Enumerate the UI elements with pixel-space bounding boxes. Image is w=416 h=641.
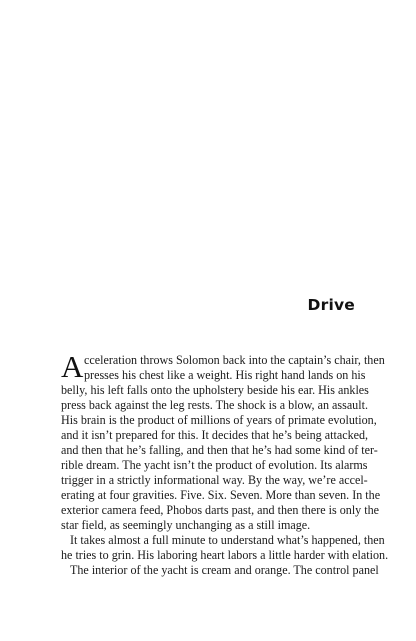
paragraph-line: press back against the leg rests. The shock is a blow, an assault. (61, 398, 368, 412)
paragraph-line: erating at four gravities. Five. Six. Seven. More than seven. In the (61, 488, 381, 502)
paragraph-line: belly, his left falls onto the upholstery beside his ear. His ankles (61, 383, 369, 397)
paragraph-line: trigger in a strictly informational way. By the way, we’re accel- (61, 473, 368, 487)
paragraph-line: and it isn’t prepared for this. It decides that he’s being attacked, (61, 428, 369, 442)
paragraph-line: and then that he’s falling, and then that he’s had some kind of ter- (61, 443, 378, 457)
paragraph-line: presses his chest like a weight. His right hand lands on his (84, 368, 366, 382)
paragraph-line: exterior camera feed, Phobos darts past, and then there is only the (61, 503, 380, 517)
line-text: cceleration throws Solomon back into the captain’s chair, then (84, 353, 385, 367)
chapter-body (61, 349, 389, 578)
paragraph-line: His brain is the product of millions of years of primate evolution, (61, 413, 377, 427)
paragraph-line: rible dream. The yacht isn’t the product of evolution. Its alarms (61, 458, 368, 472)
drop-cap: A (61, 349, 84, 384)
paragraph-line: star field, as seemingly unchanging as a still image. (61, 518, 311, 532)
paragraph-line: It takes almost a full minute to understand what’s happened, then (70, 533, 385, 547)
paragraph-line: he tries to grin. His laboring heart labors a little harder with elation. (61, 548, 389, 562)
chapter-title: Drive (307, 296, 355, 314)
paragraph-line: The interior of the yacht is cream and orange. The control panel (70, 563, 379, 577)
